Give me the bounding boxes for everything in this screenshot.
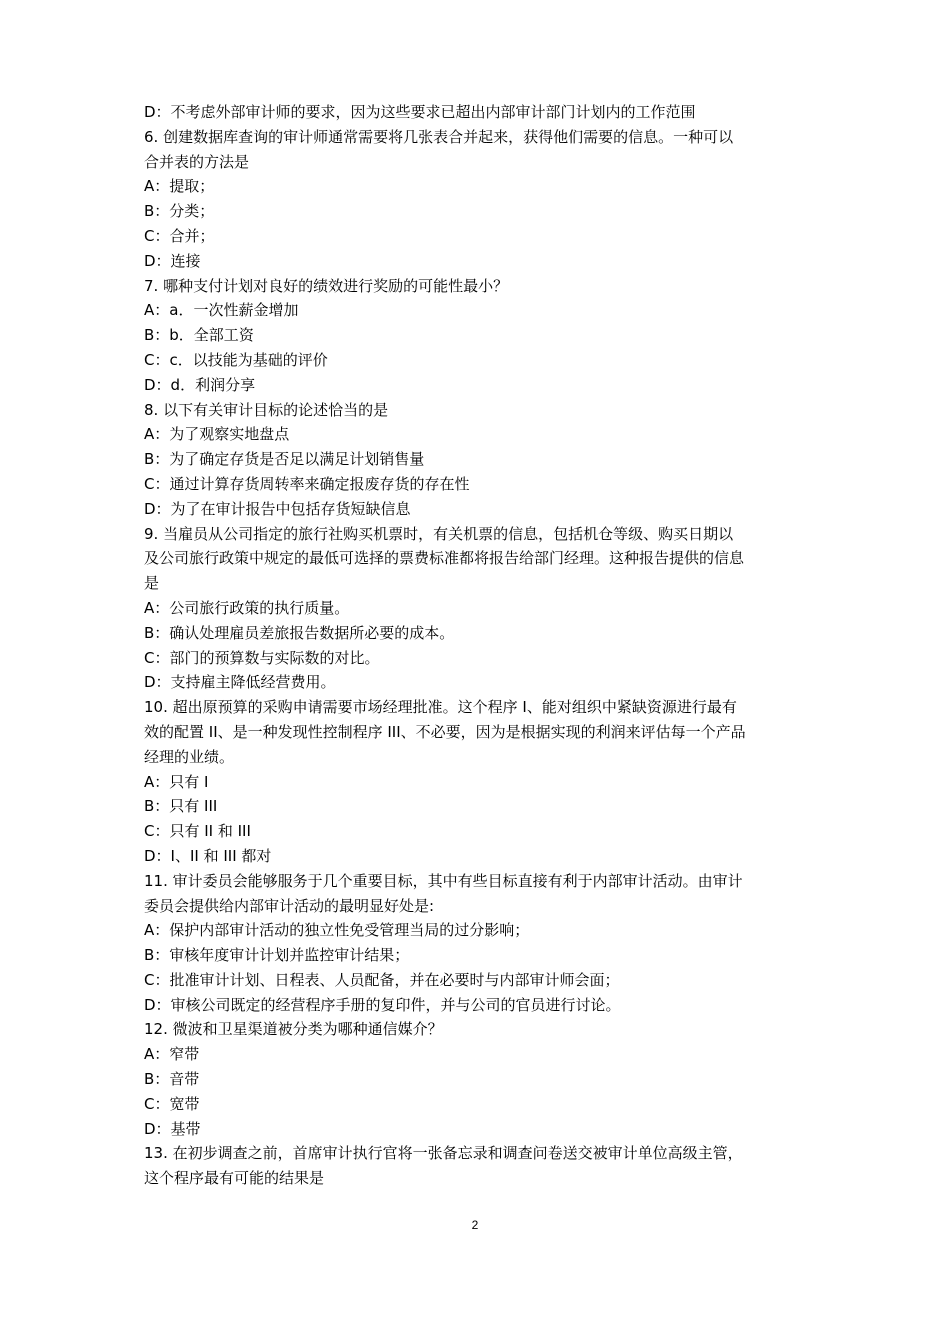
text-line: D：支持雇主降低经营费用。 [144,673,336,692]
text-line: C：只有 II 和 III [144,822,251,841]
text-line: D：d．利润分享 [144,375,256,394]
text-line: 7. 哪种支付计划对良好的绩效进行奖励的可能性最小？ [144,276,509,295]
text-line: C：部门的预算数与实际数的对比。 [144,648,380,667]
text-line: B：音带 [144,1070,200,1089]
text-line: C：宽带 [144,1094,200,1113]
page-number: 2 [471,1218,479,1232]
text-line: D：审核公司既定的经营程序手册的复印件，并与公司的官员进行讨论。 [144,995,621,1014]
text-line: D：不考虑外部审计师的要求，因为这些要求已超出内部审计部门计划内的工作范围 [144,103,696,121]
text-line: C：批准审计计划、日程表、人员配备，并在必要时与内部审计师会面； [144,970,620,989]
text-line: 13. 在初步调查之前，首席审计执行官将一张备忘录和调查问卷送交被审计单位高级主管， [144,1144,743,1163]
text-line: D：I、II 和 III 都对 [144,846,272,865]
text-line: A：a．一次性薪金增加 [144,301,299,320]
text-line: B：为了确定存货是否足以满足计划销售量 [144,450,425,469]
text-line: A：提取； [144,177,215,196]
text-line: D：为了在审计报告中包括存货短缺信息 [144,499,411,518]
text-line: D：基带 [144,1119,201,1138]
text-line: 效的配置 II、是一种发现性控制程序 III、不必要，因为是根据实现的利润来评估每一个产品 [144,722,746,741]
text-line: C：c．以技能为基础的评价 [144,350,328,369]
text-line: A：为了观察实地盘点 [144,425,290,444]
text-line: B：分类； [144,202,215,221]
text-line: B：确认处理雇员差旅报告数据所必要的成本。 [144,623,455,642]
document-body [144,100,814,1191]
text-line: 6. 创建数据库查询的审计师通常需要将几张表合并起来，获得他们需要的信息。一种可以 [144,127,734,146]
text-line: 12. 微波和卫星渠道被分类为哪种通信媒介？ [144,1020,443,1039]
text-line: 及公司旅行政策中规定的最低可选择的票费标准都将报告给部门经理。这种报告提供的信息 [144,549,745,568]
text-line: 这个程序最有可能的结果是 [144,1169,325,1188]
text-line: 是 [144,574,160,593]
text-line: B：b．全部工资 [144,326,254,345]
text-line: C：合并； [144,226,215,245]
text-line: A：只有 I [144,772,209,791]
text-line: D：连接 [144,251,201,270]
text-line: A：窄带 [144,1045,200,1064]
text-line: 9. 当雇员从公司指定的旅行社购买机票时，有关机票的信息，包括机仓等级、购买日期以 [144,524,734,543]
text-line: A：保护内部审计活动的独立性免受管理当局的过分影响； [144,921,530,940]
text-line: B：审核年度审计计划并监控审计结果； [144,946,410,965]
text-line: B：只有 III [144,797,218,816]
text-line: 10. 超出原预算的采购申请需要市场经理批准。这个程序 I、能对组织中紧缺资源进行最有 [144,698,737,717]
text-line: 经理的业绩。 [144,747,235,766]
text-line: 11. 审计委员会能够服务于几个重要目标，其中有些目标直接有利于内部审计活动。由审计 [144,871,743,890]
text-line: 合并表的方法是 [144,152,250,171]
text-line: 委员会提供给内部审计活动的最明显好处是: [144,896,435,915]
text-line: 8. 以下有关审计目标的论述恰当的是 [144,400,389,419]
text-line: C：通过计算存货周转率来确定报废存货的存在性 [144,474,470,493]
text-line: A：公司旅行政策的执行质量。 [144,598,350,617]
